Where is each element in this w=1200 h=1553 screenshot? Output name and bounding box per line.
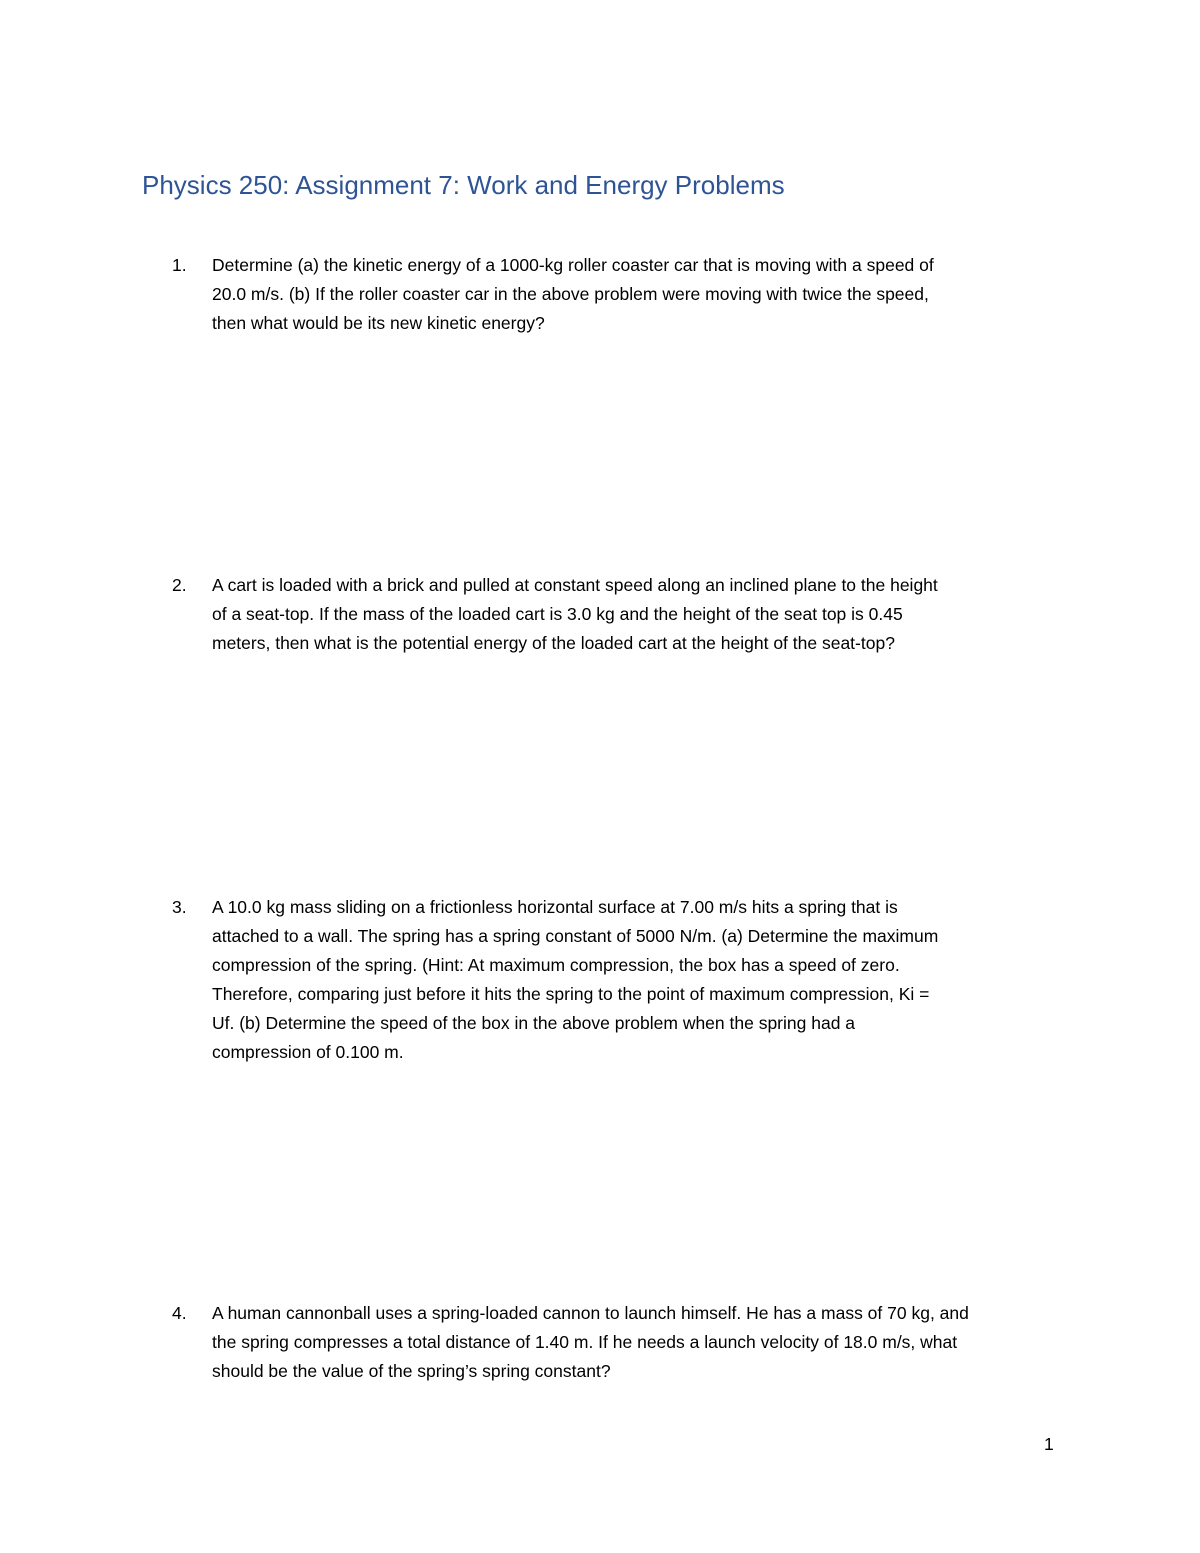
question-line: Uf. (b) Determine the speed of the box in the above problem when the spring had a (212, 1013, 856, 1033)
question-text (212, 1299, 1072, 1386)
question-item-4 (172, 1299, 1072, 1386)
question-item-2 (172, 571, 1072, 658)
question-number: 2. (172, 575, 187, 595)
question-number: 4. (172, 1303, 187, 1323)
question-number: 1. (172, 255, 187, 275)
question-line: Determine (a) the kinetic energy of a 1000-kg roller coaster car that is moving with a speed of (212, 255, 934, 275)
question-line: 20.0 m/s. (b) If the roller coaster car in the above problem were moving with twice the speed, (212, 284, 929, 304)
question-line: of a seat-top. If the mass of the loaded cart is 3.0 kg and the height of the seat top is 0.45 (212, 604, 903, 624)
question-line: A cart is loaded with a brick and pulled at constant speed along an inclined plane to the height (212, 575, 938, 595)
document-title: Physics 250: Assignment 7: Work and Energy Problems (142, 170, 785, 200)
question-text (212, 251, 1072, 338)
question-number: 3. (172, 897, 187, 917)
question-line: A 10.0 kg mass sliding on a frictionless horizontal surface at 7.00 m/s hits a spring that is (212, 897, 898, 917)
question-line: the spring compresses a total distance of 1.40 m. If he needs a launch velocity of 18.0 m/s, what (212, 1332, 958, 1352)
question-line: compression of 0.100 m. (212, 1042, 404, 1062)
question-line: should be the value of the spring’s spring constant? (212, 1361, 611, 1381)
question-item-1 (172, 251, 1072, 338)
question-item-3 (172, 893, 1072, 1067)
question-line: attached to a wall. The spring has a spring constant of 5000 N/m. (a) Determine the maximum (212, 926, 939, 946)
question-text (212, 893, 1072, 1067)
question-line: A human cannonball uses a spring-loaded cannon to launch himself. He has a mass of 70 kg, and (212, 1303, 969, 1323)
question-line: then what would be its new kinetic energy? (212, 313, 545, 333)
question-line: compression of the spring. (Hint: At maximum compression, the box has a speed of zero. (212, 955, 900, 975)
question-line: Therefore, comparing just before it hits the spring to the point of maximum compression, Ki = (212, 984, 930, 1004)
question-text (212, 571, 1072, 658)
question-line: meters, then what is the potential energy of the loaded cart at the height of the seat-top? (212, 633, 895, 653)
page-number: 1 (1044, 1434, 1054, 1454)
